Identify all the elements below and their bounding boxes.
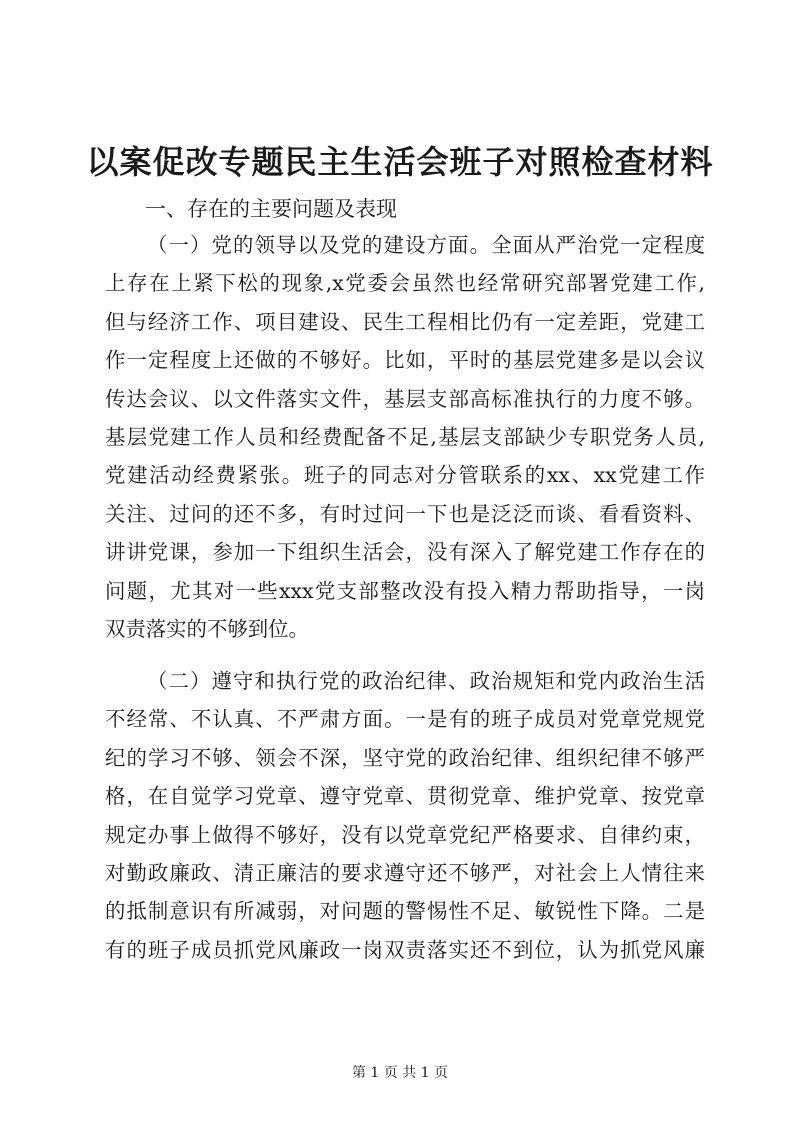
paragraph-line: 作一定程度上还做的不够好。比如，平时的基层党建多是以会议 [105,348,705,373]
paragraph-line: 不经常、不认真、不严肃方面。一是有的班子成员对党章党规党 [105,707,705,732]
paragraph-line: 对勤政廉政、清正廉洁的要求遵守还不够严，对社会上人情往来 [105,860,705,885]
paragraph-line: 基层党建工作人员和经费配备不足,基层支部缺少专职党务人员, [105,424,705,449]
paragraph-line: 双责落实的不够到位。 [105,616,309,641]
paragraph-line: 传达会议、以文件落实文件，基层支部高标准执行的力度不够。 [105,386,705,411]
paragraph-line: 有的班子成员抓党风廉政一岗双责落实还不到位，认为抓党风廉 [105,937,705,962]
paragraph-line: （二）遵守和执行党的政治纪律、政治规矩和党内政治生活 [147,669,705,693]
paragraph-party-leadership [105,226,705,648]
section-heading: 一、存在的主要问题及表现 [145,197,397,221]
paragraph-line: （一）党的领导以及党的建设方面。全面从严治党一定程度 [147,233,705,257]
paragraph-line: 纪的学习不够、领会不深，坚守党的政治纪律、组织纪律不够严 [105,745,705,770]
paragraph-line: 规定办事上做得不够好，没有以党章党纪严格要求、自律约束， [105,822,705,847]
paragraph-line: 的抵制意识有所减弱，对问题的警惕性不足、敏锐性下降。二是 [105,899,705,924]
paragraph-line: 格，在自觉学习党章、遵守党章、贯彻党章、维护党章、按党章 [105,784,705,809]
paragraph-line: 但与经济工作、项目建设、民生工程相比仍有一定差距，党建工 [105,309,705,334]
paragraph-line: 党建活动经费紧张。班子的同志对分管联系的xx、xx党建工作 [105,463,705,488]
paragraph-political-discipline [105,662,705,969]
page-number-footer: 第 1 页 共 1 页 [351,1065,449,1081]
paragraph-line: 上存在上紧下松的现象,x党委会虽然也经常研究部署党建工作, [105,271,705,296]
paragraph-line: 讲讲党课，参加一下组织生活会，没有深入了解党建工作存在的 [105,540,705,565]
document-title: 以案促改专题民主生活会班子对照检查材料 [86,143,714,181]
paragraph-line: 问题，尤其对一些xxx党支部整改没有投入精力帮助指导，一岗 [105,578,705,603]
paragraph-line: 关注、过问的还不多，有时过问一下也是泛泛而谈、看看资料、 [105,501,705,526]
